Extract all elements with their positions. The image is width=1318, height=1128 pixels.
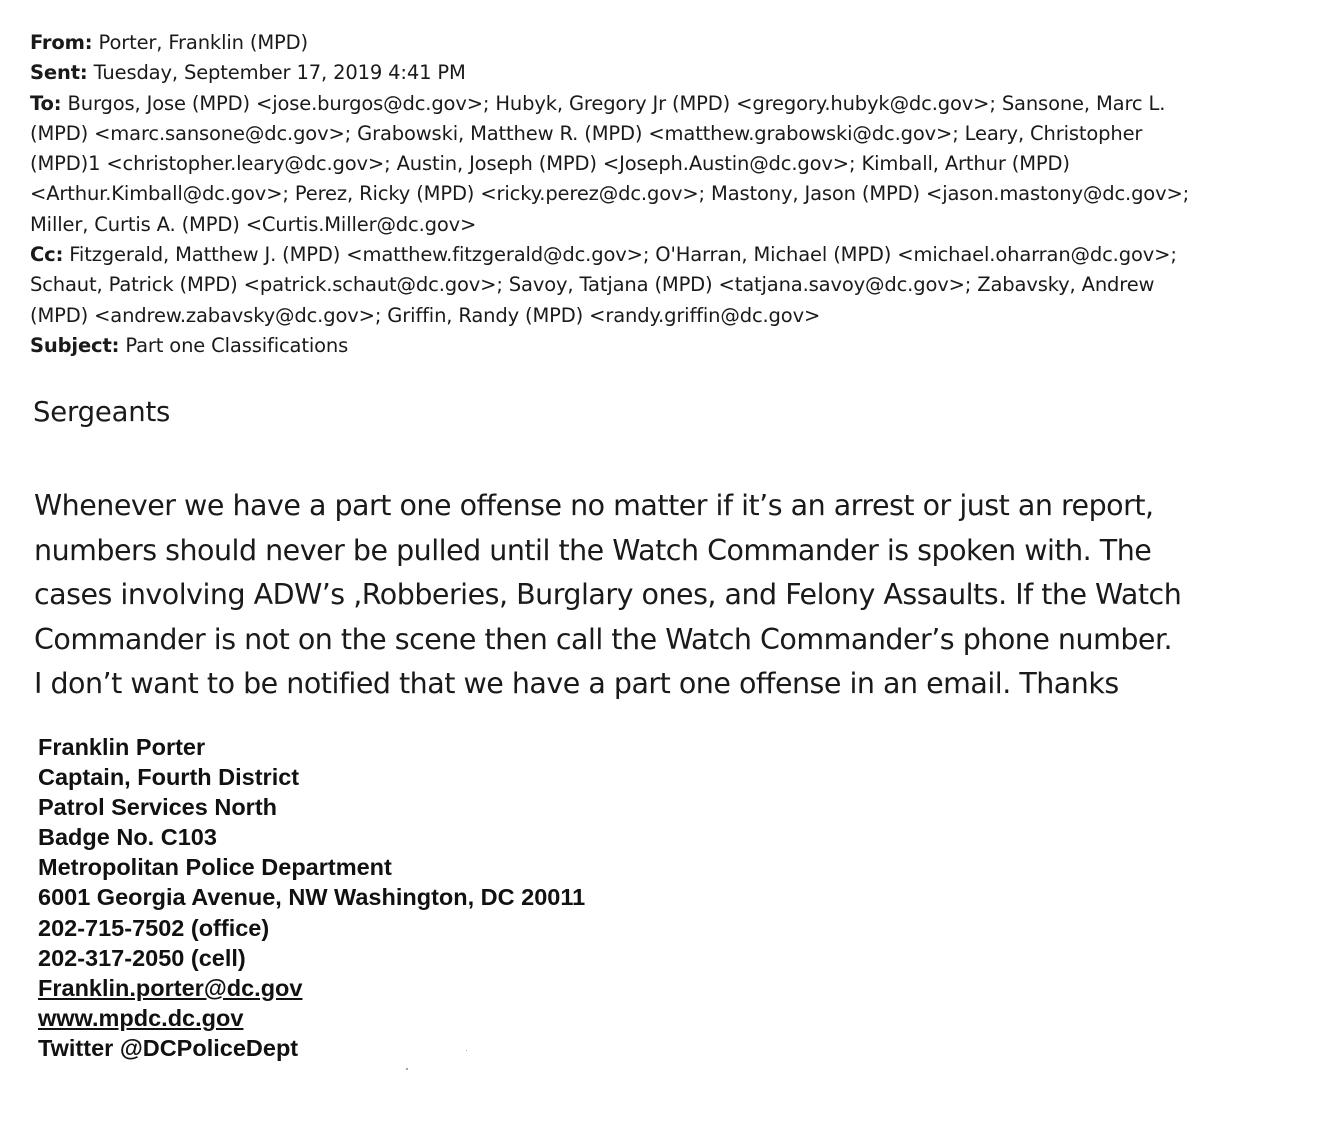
body-line: Whenever we have a part one offense no matter if it’s an arrest or just an report, [34, 489, 1154, 522]
body-line: Commander is not on the scene then call the Watch Commander’s phone number. [34, 622, 1173, 656]
to-recipients-line: (MPD) <marc.sansone@dc.gov>; Grabowski, Matthew R. (MPD) <matthew.grabowski@dc.gov>; Leary, Christopher [30, 121, 1143, 145]
signature-office-phone: 202-715-7502 (office) [38, 914, 270, 941]
signature-address: 6001 Georgia Avenue, NW Washington, DC 20011 [38, 884, 586, 911]
signature-email-link[interactable]: Franklin.porter@dc.gov [38, 974, 303, 1001]
to-recipients-line: Burgos, Jose (MPD) <jose.burgos@dc.gov>; Hubyk, Gregory Jr (MPD) <gregory.hubyk@dc.gov>; Sansone, Marc L. [67, 91, 1166, 115]
to-label: To: [30, 91, 62, 115]
signature-name: Franklin Porter [38, 734, 206, 760]
cc-line [30, 240, 1260, 270]
to-recipients-line: <Arthur.Kimball@dc.gov>; Perez, Ricky (MPD) <ricky.perez@dc.gov>; Mastony, Jason (MPD) <jason.mastony@dc.gov>; [30, 182, 1190, 206]
signature-department: Metropolitan Police Department [38, 854, 392, 881]
sent-value: Tuesday, September 17, 2019 4:41 PM [93, 61, 466, 85]
subject-value: Part one Classifications [125, 333, 349, 357]
body-line: numbers should never be pulled until the Watch Commander is spoken with. The [34, 533, 1152, 567]
signature-title: Captain, Fourth District [38, 764, 300, 791]
signature-twitter: Twitter @DCPoliceDept [38, 1034, 299, 1061]
message-body [34, 484, 1294, 707]
email-header [30, 28, 1260, 361]
body-line: I don’t want to be notified that we have a part one offense in an email. Thanks [34, 667, 1119, 700]
sent-label: Sent: [30, 61, 88, 85]
from-line [30, 28, 1260, 58]
scan-speck [466, 1050, 467, 1051]
to-line [30, 89, 1260, 119]
signature-website-link[interactable]: www.mpdc.dc.gov [38, 1004, 244, 1031]
message-greeting: Sergeants [33, 396, 171, 428]
subject-label: Subject: [30, 333, 120, 357]
signature-unit: Patrol Services North [38, 794, 278, 821]
email-signature [38, 732, 585, 1063]
signature-badge: Badge No. C103 [38, 824, 217, 851]
scan-speck [406, 1068, 408, 1070]
cc-label: Cc: [30, 243, 64, 267]
to-recipients-line: Miller, Curtis A. (MPD) <Curtis.Miller@dc.gov> [30, 212, 477, 236]
cc-recipients-line: Schaut, Patrick (MPD) <patrick.schaut@dc.gov>; Savoy, Tatjana (MPD) <tatjana.savoy@dc.gov>; Zabavsky, Andrew [30, 273, 1155, 297]
cc-recipients-line: Fitzgerald, Matthew J. (MPD) <matthew.fitzgerald@dc.gov>; O'Harran, Michael (MPD) <michael.oharran@dc.gov>; [69, 243, 1177, 267]
sent-line [30, 58, 1260, 88]
from-label: From: [30, 31, 93, 54]
subject-line [30, 331, 1260, 361]
body-line: cases involving ADW’s ,Robberies, Burglary ones, and Felony Assaults. If the Watch [34, 578, 1182, 611]
signature-cell-phone: 202-317-2050 (cell) [38, 944, 246, 971]
to-recipients-line: (MPD)1 <christopher.leary@dc.gov>; Austin, Joseph (MPD) <Joseph.Austin@dc.gov>; Kimball, Arthur (MPD) [30, 152, 1070, 176]
cc-recipients-line: (MPD) <andrew.zabavsky@dc.gov>; Griffin, Randy (MPD) <randy.griffin@dc.gov> [30, 303, 821, 327]
from-value: Porter, Franklin (MPD) [98, 31, 308, 54]
